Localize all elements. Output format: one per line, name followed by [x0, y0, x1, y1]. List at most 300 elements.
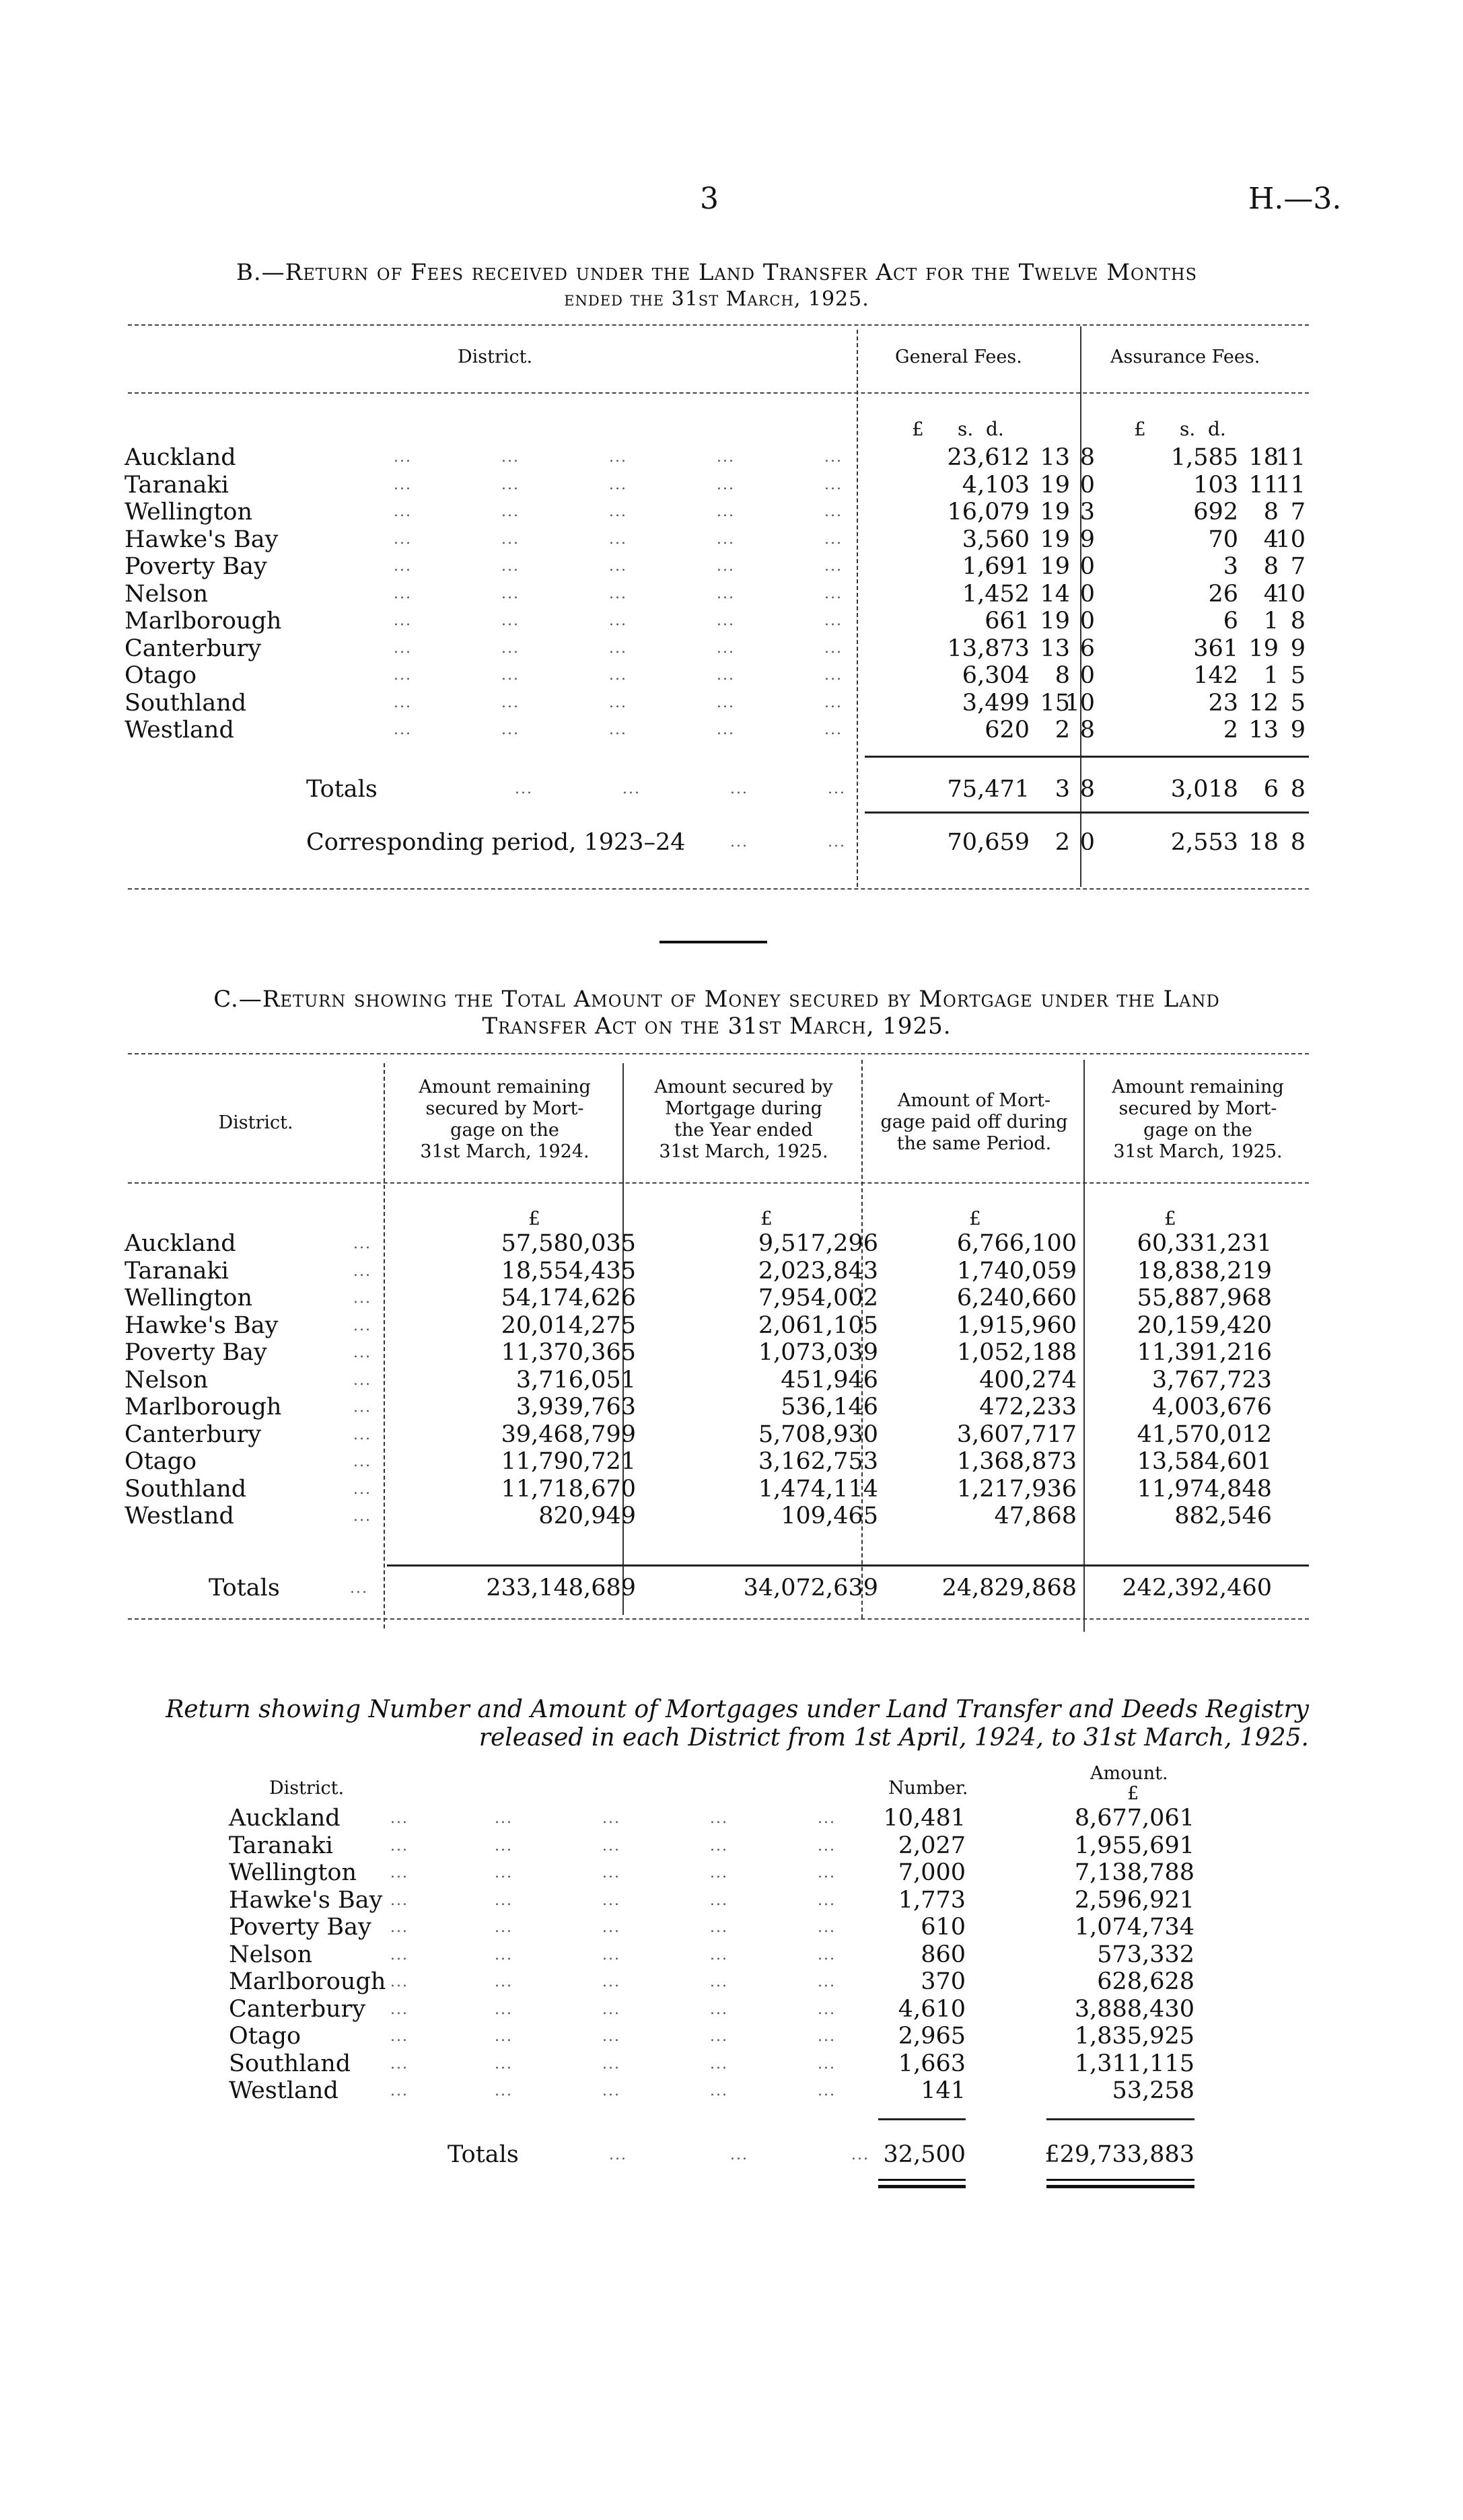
- table-row: [124, 662, 1309, 689]
- leader-dots: ...: [394, 503, 412, 520]
- leader-dots: ...: [353, 1317, 371, 1334]
- table-row: [124, 608, 1309, 635]
- assurance-pence: 10: [1275, 580, 1306, 608]
- remaining-1925: 60,331,231: [1137, 1230, 1272, 1257]
- pound-unit: £: [528, 1207, 540, 1229]
- previous-general-pounds: 70,659: [947, 829, 1030, 856]
- district-name: Wellington: [124, 1285, 253, 1311]
- district-name: Wellington: [229, 1859, 357, 1886]
- table-row: [229, 1996, 1205, 2023]
- leader-dots: ...: [495, 1837, 513, 1855]
- leader-dots: ...: [828, 834, 846, 851]
- leader-dots: ...: [818, 2028, 836, 2045]
- leader-dots: ...: [495, 1919, 513, 1936]
- assurance-shillings: 8: [1263, 553, 1279, 580]
- leader-dots: ...: [602, 2001, 620, 2018]
- secured-during-year: 3,162,753: [758, 1448, 878, 1475]
- district-name: Canterbury: [229, 1995, 366, 2023]
- table-row: [229, 1968, 1205, 1996]
- release-amount: 573,332: [1097, 1941, 1194, 1968]
- table-row: [229, 1832, 1205, 1860]
- general-pence: 0: [1079, 580, 1095, 608]
- remaining-1925: 18,838,219: [1137, 1257, 1272, 1285]
- leader-dots: ...: [710, 1865, 728, 1881]
- release-number: 1,663: [898, 2050, 966, 2077]
- release-amount: 628,628: [1097, 1968, 1194, 1995]
- assurance-shillings: 4: [1263, 526, 1279, 553]
- general-pence: 8: [1079, 444, 1095, 471]
- assurance-pounds: 70: [1208, 526, 1238, 553]
- total-general-shillings: 3: [1055, 776, 1070, 803]
- leader-dots: ...: [602, 1865, 620, 1881]
- district-name: Westland: [124, 717, 234, 744]
- assurance-shillings: 11: [1248, 471, 1279, 499]
- general-shillings-unit: s.: [958, 418, 974, 440]
- release-amount: 3,888,430: [1074, 1995, 1194, 2023]
- table-b-header-rule: [128, 392, 1309, 394]
- leader-dots: ...: [390, 1837, 408, 1855]
- assurance-pounds: 142: [1193, 662, 1238, 689]
- remaining-1924: 3,716,051: [515, 1366, 636, 1394]
- leader-dots: ...: [818, 1810, 836, 1827]
- table-b-totals-rule: [865, 756, 1309, 758]
- general-shillings: 13: [1040, 635, 1070, 662]
- pound-unit: £: [1164, 1207, 1176, 1229]
- release-number: 7,000: [898, 1859, 966, 1886]
- leader-dots: ...: [390, 1974, 408, 1990]
- assurance-pence-unit: d.: [1208, 418, 1226, 440]
- table-row: [229, 2077, 1205, 2105]
- table-row: [124, 1312, 1309, 1340]
- district-name: Marlborough: [124, 608, 282, 635]
- section-separator: [659, 941, 767, 943]
- assurance-pence: 5: [1290, 662, 1306, 689]
- remaining-1924: 54,174,626: [501, 1285, 636, 1311]
- table-b-title: [124, 259, 1309, 313]
- release-title-line2: released in each District from 1st April, 1924, to 31st March, 1925.: [478, 1724, 1309, 1752]
- assurance-shillings: 13: [1248, 717, 1279, 744]
- previous-period-label: Corresponding period, 1923–24: [306, 829, 686, 856]
- general-shillings: 19: [1040, 553, 1070, 580]
- total-secured-during-year: 34,072,639: [743, 1575, 878, 1601]
- table-c-header-district: [128, 1112, 384, 1134]
- leader-dots: ...: [717, 558, 735, 575]
- leader-dots: ...: [602, 1810, 620, 1827]
- leader-dots: ...: [495, 2001, 513, 2018]
- general-shillings: 19: [1040, 499, 1070, 526]
- table-row: [229, 1859, 1205, 1887]
- total-general-pounds: 75,471: [947, 776, 1030, 803]
- general-pounds: 3,560: [962, 526, 1030, 553]
- remaining-1925: 13,584,601: [1137, 1448, 1272, 1475]
- leader-dots: ...: [730, 2147, 748, 2163]
- district-name: Southland: [124, 1475, 247, 1503]
- assurance-pounds: 1,585: [1170, 444, 1238, 471]
- header-line: gage paid off during: [880, 1112, 1068, 1132]
- district-name: Otago: [229, 2023, 301, 2050]
- assurance-pounds: 692: [1193, 499, 1238, 526]
- table-row: [124, 1421, 1309, 1449]
- district-name: Poverty Bay: [124, 1339, 267, 1366]
- leader-dots: ...: [353, 1480, 371, 1498]
- leader-dots: ...: [501, 721, 520, 738]
- assurance-pence: 7: [1290, 553, 1306, 580]
- leader-dots: ...: [609, 530, 627, 548]
- release-amount: 8,677,061: [1074, 1805, 1194, 1832]
- table-c-header-remaining-1924: [387, 1077, 622, 1163]
- general-pence-unit: d.: [986, 418, 1004, 440]
- table-row: [229, 2050, 1205, 2078]
- assurance-pounds: 26: [1208, 580, 1238, 608]
- assurance-pounds: 6: [1223, 608, 1238, 635]
- leader-dots: ...: [710, 1974, 728, 1990]
- leader-dots: ...: [609, 612, 627, 629]
- remaining-1925: 11,974,848: [1137, 1475, 1272, 1503]
- leader-dots: ...: [353, 1344, 371, 1361]
- district-name: Hawke's Bay: [124, 526, 279, 553]
- total-remaining-1924: 233,148,689: [486, 1575, 636, 1601]
- leader-dots: ...: [501, 639, 520, 657]
- release-amount: 7,138,788: [1074, 1859, 1194, 1886]
- leader-dots: ...: [717, 476, 735, 493]
- table-row: [124, 1448, 1309, 1476]
- release-header-district: District.: [269, 1778, 345, 1799]
- remaining-1924: 11,370,365: [501, 1339, 636, 1366]
- general-pence: 10: [1065, 689, 1095, 717]
- previous-general-shillings: 2: [1055, 829, 1070, 856]
- leader-dots: ...: [710, 1946, 728, 1964]
- general-pence: 0: [1079, 608, 1095, 635]
- leader-dots: ...: [818, 2055, 836, 2073]
- general-pence: 0: [1079, 553, 1095, 580]
- release-amount-rule: [1046, 2118, 1194, 2120]
- header-line: District.: [218, 1112, 293, 1133]
- leader-dots: ...: [353, 1290, 371, 1307]
- previous-assurance-pence: 8: [1290, 829, 1306, 856]
- leader-dots: ...: [390, 2055, 408, 2073]
- general-pounds: 4,103: [962, 471, 1030, 499]
- leader-dots: ...: [818, 1892, 836, 1909]
- secured-during-year: 9,517,296: [758, 1230, 878, 1257]
- leader-dots: ...: [824, 503, 843, 520]
- release-number: 2,027: [898, 1832, 966, 1859]
- total-assurance-pence: 8: [1290, 776, 1306, 803]
- leader-dots: ...: [390, 2028, 408, 2045]
- assurance-pounds: 2: [1223, 717, 1238, 744]
- leader-dots: ...: [824, 449, 843, 466]
- previous-assurance-pounds: 2,553: [1170, 829, 1238, 856]
- district-name: Nelson: [124, 580, 209, 608]
- leader-dots: ...: [394, 449, 412, 466]
- table-c-header-remaining-1925: [1087, 1077, 1309, 1163]
- leader-dots: ...: [495, 1892, 513, 1909]
- release-number: 370: [921, 1968, 966, 1995]
- leader-dots: ...: [818, 1974, 836, 1990]
- district-name: Westland: [124, 1503, 234, 1529]
- release-amount: 1,955,691: [1074, 1832, 1194, 1859]
- general-shillings: 8: [1055, 662, 1070, 689]
- assurance-shillings: 1: [1263, 662, 1279, 689]
- release-amount-double-rule: [1046, 2179, 1194, 2181]
- total-remaining-1925: 242,392,460: [1122, 1575, 1272, 1601]
- assurance-pence: 11: [1275, 471, 1306, 499]
- release-number: 10,481: [883, 1805, 966, 1832]
- leader-dots: ...: [394, 612, 412, 629]
- table-row: [124, 1285, 1309, 1312]
- secured-during-year: 1,474,114: [758, 1475, 878, 1503]
- leader-dots: ...: [495, 2028, 513, 2045]
- leader-dots: ...: [609, 585, 627, 602]
- general-pounds: 3,499: [962, 689, 1030, 717]
- page-number: 3: [700, 182, 719, 216]
- leader-dots: ...: [824, 558, 843, 575]
- header-line: the Year ended: [674, 1120, 813, 1141]
- table-row: [124, 1503, 1309, 1530]
- previous-general-pence: 0: [1079, 829, 1095, 856]
- leader-dots: ...: [501, 612, 520, 629]
- leader-dots: ...: [609, 721, 627, 738]
- leader-dots: ...: [353, 1508, 371, 1525]
- total-assurance-pounds: 3,018: [1170, 776, 1238, 803]
- general-shillings: 13: [1040, 444, 1070, 471]
- table-c-top-rule: [128, 1053, 1309, 1054]
- table-c-totals-row: [124, 1575, 1309, 1602]
- leader-dots: ...: [710, 1810, 728, 1827]
- leader-dots: ...: [501, 476, 520, 493]
- leader-dots: ...: [818, 1837, 836, 1855]
- leader-dots: ...: [710, 1892, 728, 1909]
- remaining-1925: 41,570,012: [1137, 1420, 1272, 1448]
- district-name: Southland: [124, 689, 247, 717]
- leader-dots: ...: [609, 558, 627, 575]
- release-amount: 1,311,115: [1074, 2050, 1194, 2077]
- leader-dots: ...: [394, 721, 412, 738]
- leader-dots: ...: [717, 585, 735, 602]
- table-c-units-row: [124, 1204, 1309, 1232]
- district-name: Nelson: [124, 1366, 209, 1394]
- leader-dots: ...: [609, 449, 627, 466]
- table-b-header-general-fees: General Fees.: [895, 347, 1022, 367]
- assurance-pounds: 361: [1193, 635, 1238, 662]
- leader-dots: ...: [394, 476, 412, 493]
- table-b-units-row: [124, 416, 1309, 443]
- header-line: the same Period.: [896, 1133, 1052, 1154]
- table-c-title-line2: Transfer Act on the 31st March, 1925.: [482, 1013, 952, 1040]
- leader-dots: ...: [495, 1946, 513, 1964]
- district-name: Canterbury: [124, 1420, 262, 1448]
- table-b-previous-rule: [865, 812, 1309, 814]
- table-c-title-line1: C.—Return showing the Total Amount of Money secured by Mortgage under the Land: [213, 986, 1220, 1013]
- district-name: Hawke's Bay: [229, 1886, 383, 1914]
- total-number: 32,500: [883, 2141, 966, 2168]
- leader-dots: ...: [824, 612, 843, 629]
- district-name: Auckland: [229, 1805, 341, 1832]
- leader-dots: ...: [394, 585, 412, 602]
- leader-dots: ...: [501, 694, 520, 711]
- leader-dots: ...: [602, 1892, 620, 1909]
- header-line: secured by Mort-: [425, 1098, 584, 1119]
- leader-dots: ...: [515, 781, 533, 797]
- release-amount: 53,258: [1112, 2077, 1194, 2104]
- remaining-1925: 20,159,420: [1137, 1311, 1272, 1339]
- table-row: [124, 1367, 1309, 1394]
- leader-dots: ...: [353, 1453, 371, 1470]
- table-row: [124, 472, 1309, 499]
- district-name: Wellington: [124, 499, 253, 526]
- leader-dots: ...: [350, 1580, 368, 1597]
- general-pounds: 6,304: [962, 662, 1030, 689]
- leader-dots: ...: [495, 2055, 513, 2073]
- leader-dots: ...: [501, 667, 520, 684]
- leader-dots: ...: [495, 1865, 513, 1881]
- general-pounds: 16,079: [947, 499, 1030, 526]
- general-pounds: 661: [985, 608, 1030, 635]
- leader-dots: ...: [353, 1371, 371, 1389]
- paid-off: 1,915,960: [956, 1311, 1077, 1339]
- paid-off: 47,868: [994, 1503, 1077, 1529]
- general-pence: 0: [1079, 662, 1095, 689]
- release-number: 1,773: [898, 1886, 966, 1914]
- leader-dots: ...: [353, 1262, 371, 1280]
- general-shillings: 15: [1040, 689, 1070, 717]
- leader-dots: ...: [394, 530, 412, 548]
- table-c-header-paid-off: [865, 1090, 1083, 1155]
- general-shillings: 19: [1040, 526, 1070, 553]
- assurance-pounds: 23: [1208, 689, 1238, 717]
- leader-dots: ...: [609, 2147, 627, 2163]
- leader-dots: ...: [602, 2028, 620, 2045]
- table-b-totals-row: [124, 776, 1309, 803]
- leader-dots: ...: [730, 781, 748, 797]
- totals-label: Totals: [448, 2141, 519, 2168]
- leader-dots: ...: [824, 639, 843, 657]
- table-row: [124, 526, 1309, 553]
- paid-off: 1,217,936: [956, 1475, 1077, 1503]
- remaining-1924: 11,790,721: [501, 1448, 636, 1475]
- leader-dots: ...: [602, 1946, 620, 1964]
- table-b-title-line1: B.—Return of Fees received under the Land Transfer Act for the Twelve Months: [236, 259, 1198, 286]
- assurance-pence: 11: [1275, 444, 1306, 471]
- general-shillings: 14: [1040, 580, 1070, 608]
- secured-during-year: 451,946: [781, 1366, 878, 1394]
- district-name: Marlborough: [229, 1968, 386, 1995]
- leader-dots: ...: [390, 2083, 408, 2099]
- leader-dots: ...: [390, 1892, 408, 1909]
- general-shillings: 19: [1040, 608, 1070, 635]
- assurance-pence: 9: [1290, 717, 1306, 744]
- leader-dots: ...: [828, 781, 846, 797]
- secured-during-year: 2,023,843: [758, 1257, 878, 1285]
- table-row: [229, 2023, 1205, 2050]
- leader-dots: ...: [824, 694, 843, 711]
- leader-dots: ...: [501, 558, 520, 575]
- release-number: 2,965: [898, 2023, 966, 2050]
- leader-dots: ...: [717, 694, 735, 711]
- secured-during-year: 5,708,930: [758, 1420, 878, 1448]
- district-name: Auckland: [124, 444, 236, 471]
- leader-dots: ...: [394, 694, 412, 711]
- remaining-1925: 55,887,968: [1137, 1285, 1272, 1311]
- header-line: secured by Mort-: [1118, 1098, 1277, 1119]
- district-name: Auckland: [124, 1230, 236, 1257]
- district-name: Taranaki: [124, 471, 229, 499]
- leader-dots: ...: [602, 2083, 620, 2099]
- table-c-header-rule: [128, 1182, 1309, 1184]
- table-c-title: [124, 986, 1309, 1040]
- table-row: [229, 1887, 1205, 1914]
- total-assurance-shillings: 6: [1263, 776, 1279, 803]
- remaining-1924: 39,468,799: [501, 1420, 636, 1448]
- secured-during-year: 7,954,002: [758, 1285, 878, 1311]
- assurance-pence: 5: [1290, 689, 1306, 717]
- general-pence: 8: [1079, 717, 1095, 744]
- pound-unit: £: [760, 1207, 773, 1229]
- district-name: Westland: [229, 2077, 338, 2104]
- assurance-pounds: 3: [1223, 553, 1238, 580]
- release-title-line1: Return showing Number and Amount of Mortgages under Land Transfer and Deeds Registry: [166, 1696, 1309, 1723]
- assurance-shillings: 19: [1248, 635, 1279, 662]
- remaining-1925: 4,003,676: [1151, 1394, 1272, 1420]
- release-number-double-rule: [878, 2179, 966, 2181]
- general-pounds: 23,612: [947, 444, 1030, 471]
- leader-dots: ...: [390, 1865, 408, 1881]
- release-amount: 1,074,734: [1074, 1914, 1194, 1941]
- remaining-1924: 3,939,763: [515, 1394, 636, 1420]
- table-b-bottom-rule: [128, 888, 1309, 890]
- secured-during-year: 1,073,039: [758, 1339, 878, 1366]
- secured-during-year: 536,146: [781, 1394, 878, 1420]
- release-number: 860: [921, 1941, 966, 1968]
- leader-dots: ...: [501, 585, 520, 602]
- general-pence: 0: [1079, 471, 1095, 499]
- release-amount: 1,835,925: [1074, 2023, 1194, 2050]
- table-row: [124, 1476, 1309, 1503]
- district-name: Otago: [124, 1448, 197, 1475]
- paid-off: 3,607,717: [956, 1420, 1077, 1448]
- leader-dots: ...: [390, 2001, 408, 2018]
- paid-off: 400,274: [979, 1366, 1077, 1394]
- release-number-rule: [878, 2118, 966, 2120]
- district-name: Taranaki: [124, 1257, 229, 1285]
- table-row: [124, 635, 1309, 662]
- release-header-amount-unit: £: [1127, 1783, 1139, 1804]
- release-amount-double-rule: [1046, 2185, 1194, 2188]
- paid-off: 1,052,188: [956, 1339, 1077, 1366]
- assurance-pence: 9: [1290, 635, 1306, 662]
- remaining-1925: 3,767,723: [1151, 1366, 1272, 1394]
- leader-dots: ...: [818, 1946, 836, 1964]
- leader-dots: ...: [710, 1919, 728, 1936]
- leader-dots: ...: [394, 639, 412, 657]
- general-pounds: 13,873: [947, 635, 1030, 662]
- leader-dots: ...: [495, 2083, 513, 2099]
- paid-off: 6,240,660: [956, 1285, 1077, 1311]
- release-number: 4,610: [898, 1995, 966, 2023]
- table-row: [124, 581, 1309, 608]
- leader-dots: ...: [717, 503, 735, 520]
- table-row: [229, 1914, 1205, 1941]
- table-c-bottom-rule: [128, 1618, 1309, 1620]
- leader-dots: ...: [390, 1919, 408, 1936]
- district-name: Southland: [229, 2050, 351, 2077]
- table-row: [124, 499, 1309, 526]
- leader-dots: ...: [501, 449, 520, 466]
- assurance-shillings: 1: [1263, 608, 1279, 635]
- total-general-pence: 8: [1079, 776, 1095, 803]
- leader-dots: ...: [353, 1399, 371, 1416]
- release-amount: 2,596,921: [1074, 1886, 1194, 1914]
- assurance-pounds: 103: [1193, 471, 1238, 499]
